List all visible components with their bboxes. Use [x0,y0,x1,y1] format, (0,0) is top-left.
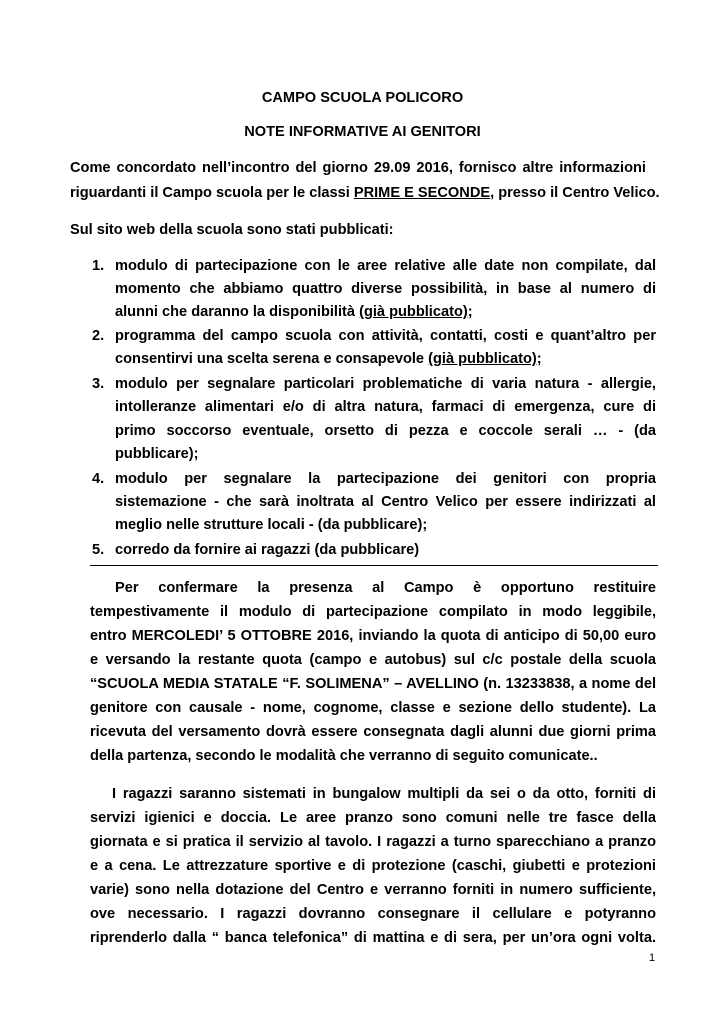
paragraph-2-line: riprenderlo dalla “ banca telefonica” di mattina e di sera, per un’ora ogni volta. [90,930,656,946]
list-item-1-line-3 [115,304,473,320]
paragraph-1-line: ricevuta del versamento dovrà essere consegnata dagli alunni due giorni prima [90,724,656,740]
list-item-2-line-1: programma del campo scuola con attività, contatti, costi e quant’altro per [115,328,656,344]
page-number: 1 [649,952,656,964]
list-item-number: 2. [92,328,105,344]
paragraph-2-line: giornata e si pratica il servizio al tavolo. I ragazzi a turno sparecchiano a pranzo [90,834,656,850]
list-item-2-status: (già pubblicato); [428,351,542,367]
paragraph-1-line: entro MERCOLEDI’ 5 OTTOBRE 2016, inviando la quota di anticipo di 50,00 euro [90,628,656,644]
paragraph-1-line: Per confermare la presenza al Campo è opportuno restituire [115,580,656,596]
paragraph-2-line: I ragazzi saranno sistemati in bungalow multipli da sei o da otto, forniti di [112,786,656,802]
intro-line-2 [70,185,660,201]
paragraph-1-line: tempestivamente il modulo di partecipazione compilato in modo leggibile, [90,604,656,620]
intro-classes: PRIME E SECONDE [353,185,491,201]
list-item-1-text: alunni che daranno la disponibilità [115,304,360,320]
section-divider [90,565,658,566]
paragraph-2-line: varie) sono nella dotazione del Centro e verranno forniti in numero sufficiente, [90,882,656,898]
intro-line-2-a: riguardanti il Campo scuola per le classi [70,185,354,201]
paragraph-1-line: “SCUOLA MEDIA STATALE “F. SOLIMENA” – AVELLINO (n. 13233838, a nome del [90,676,656,692]
paragraph-2-line: servizi igienici e doccia. Le aree pranzo sono comuni nelle tre fasce della [90,810,656,826]
paragraph-1-line: genitore con causale - nome, cognome, classe e sezione dello studente). La [90,700,656,716]
list-item-4-line-1: modulo per segnalare la partecipazione dei genitori con propria [115,471,656,487]
intro-line-2-b: , presso il Centro Velico. [490,185,660,201]
list-item-5-line-1: corredo da fornire ai ragazzi (da pubblicare) [115,542,420,558]
list-item-4-line-2: sistemazione - che sarà inoltrata al Centro Velico per essere indirizzati al [115,494,656,510]
list-item-number: 1. [92,258,105,274]
list-item-3-line-3: primo soccorso eventuale, orsetto di pezza e coccole serali … - (da [115,423,656,439]
list-item-2-text: consentirvi una scelta serena e consapevole [115,351,429,367]
paragraph-2-line: e a cena. Le attrezzature sportive e di protezione (caschi, giubetti e protezioni [90,858,656,874]
published-heading: Sul sito web della scuola sono stati pubblicati: [70,222,394,238]
list-item-number: 5. [92,542,105,558]
list-item-1-line-2: momento che abbiamo quattro diverse possibilità, in base al numero di [115,281,656,297]
list-item-1-line-1: modulo di partecipazione con le aree relative alle date non compilate, dal [115,258,656,274]
list-item-3-line-1: modulo per segnalare particolari problematiche di varia natura - allergie, [115,376,656,392]
paragraph-1-line: e versando la restante quota (campo e autobus) sul c/c postale della scuola [90,652,656,668]
document-subtitle: NOTE INFORMATIVE AI GENITORI [244,124,481,140]
intro-line-1: Come concordato nell’incontro del giorno 29.09 2016, fornisco altre informazioni [70,160,646,176]
list-item-2-line-2 [115,351,542,367]
list-item-1-status: (già pubblicato); [359,304,473,320]
list-item-number: 3. [92,376,105,392]
paragraph-2-line: ove necessario. I ragazzi dovranno consegnare il cellulare e potyranno [90,906,656,922]
list-item-3-line-4: pubblicare); [115,446,199,462]
list-item-3-line-2: intolleranze alimentari e/o di altra natura, farmaci di emergenza, cure di [115,399,656,415]
list-item-number: 4. [92,471,105,487]
list-item-4-line-3: meglio nelle strutture locali - (da pubblicare); [115,517,428,533]
document-title: CAMPO SCUOLA POLICORO [261,90,464,106]
paragraph-1-line: della partenza, secondo le modalità che verranno di seguito comunicate.. [90,748,598,764]
